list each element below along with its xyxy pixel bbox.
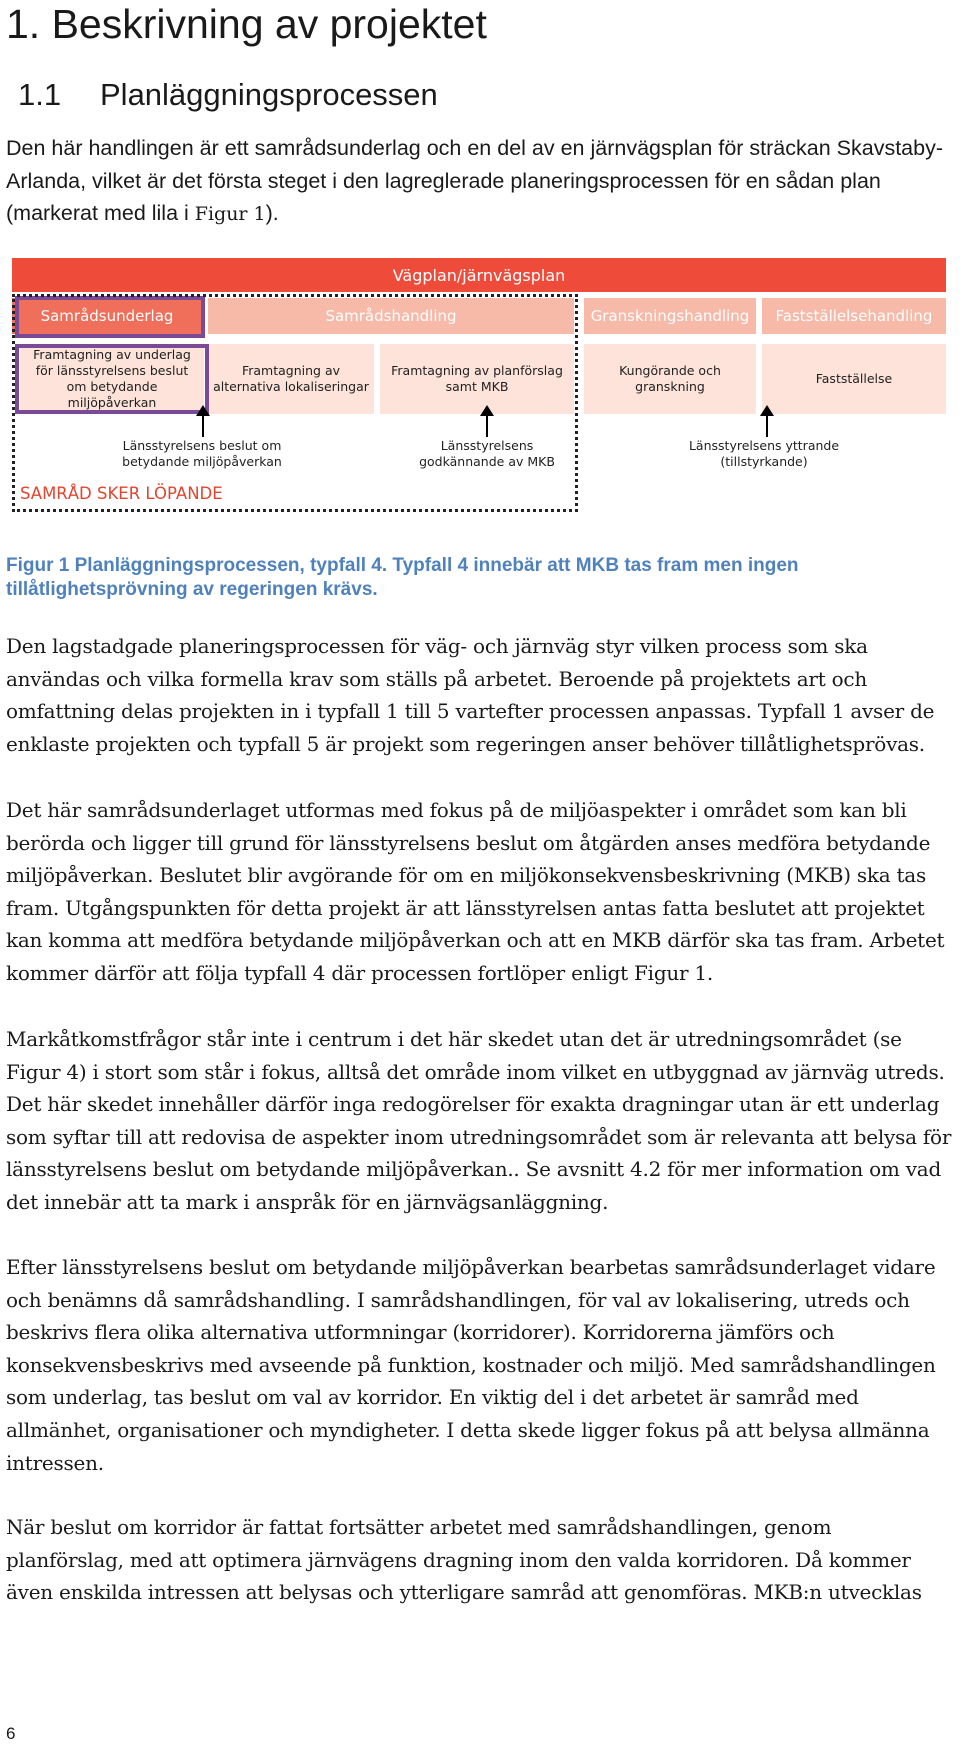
- paragraph: Markåtkomstfrågor står inte i centrum i det här skedet utan det är utredningsområdet (se Figur 4) i stort som står i fokus, alltså det område inom vilket en utbyggnad av järnväg utreds. Det här skedet innehåller därför inga redogörelser för exakta dragningar utan är ett underlag som syftar till att redovisa de aspekter inom utredningsområdet som är relevanta att belysa för länsstyrelsens beslut om betydande miljöpåverkan.. Se avsnitt 4.2 för mer information om vad det innebär att ta mark i anspråk för en järnvägsanläggning.: [6, 1027, 952, 1214]
- note-godkannande: Länsstyrelsens godkännande av MKB: [419, 438, 555, 469]
- figure-reference[interactable]: Figur 1: [194, 203, 266, 225]
- arrow-up-icon: [766, 415, 768, 437]
- intro-text: Den här handlingen är ett samrådsunderlag och en del av en järnvägsplan för sträckan Skavstaby-Arlanda, vilket är det första steget i den lagreglerade planeringsprocessen för en sådan plan (markerat med lila i: [6, 136, 943, 225]
- intro-text-end: ).: [265, 201, 279, 225]
- stage-granskningshandling: Granskningshandling: [584, 298, 756, 334]
- stage-samradsunderlag: Samrådsunderlag: [12, 298, 202, 334]
- step-faststallelse: Fastställelse: [762, 344, 946, 414]
- paragraph: När beslut om korridor är fattat fortsätter arbetet med samrådshandlingen, genom planförslag, med att optimera järnvägens dragning inom den valda korridoren. Då kommer även enskilda intressen att belysas och ytterligare samråd att genomföras. MKB:n utvecklas: [6, 1515, 922, 1605]
- paragraph: Efter länsstyrelsens beslut om betydande miljöpåverkan bearbetas samrådsunderlaget vidare och benämns då samrådshandling. I samrådshandlingen, för val av lokalisering, utreds och beskrivs flera olika alternativa utformningar (korridorer). Korridorerna jämförs och konsekvensbeskrivs med avseende på funktion, kostnader och miljö. Med samrådshandlingen som underlag, tas beslut om val av korridor. En viktig del i det arbetet är samråd med allmänhet, organisationer och myndigheter. I detta skede ligger fokus på att belysa allmänna intressen.: [6, 1255, 936, 1475]
- page-heading: 1. Beskrivning av projektet: [6, 1, 487, 47]
- section-title: Planläggningsprocessen: [100, 77, 438, 112]
- stage-faststallelsehandling: Fastställelsehandling: [762, 298, 946, 334]
- arrow-up-icon: [202, 415, 204, 437]
- arrow-up-icon: [486, 415, 488, 437]
- stage-samradshandling: Samrådshandling: [208, 298, 574, 334]
- page-number: 6: [6, 1724, 16, 1743]
- figure-caption: Figur 1 Planläggningsprocessen, typfall 4. Typfall 4 innebär att MKB tas fram men ingen tillåtlighetsprövning av regeringen krävs.: [6, 555, 799, 600]
- intro-paragraph: [6, 132, 954, 231]
- step-framtagning-underlag: Framtagning av underlag för länsstyrelsens beslut om betydande miljöpåverkan: [20, 348, 204, 410]
- section-number: 1.1: [18, 77, 62, 112]
- section-heading: [18, 75, 438, 115]
- dotted-frame: [12, 294, 578, 512]
- samrad-label: SAMRÅD SKER LÖPANDE: [20, 484, 223, 503]
- step-kungorande: Kungörande och granskning: [584, 344, 756, 414]
- note-beslut: Länsstyrelsens beslut om betydande miljöpåverkan: [122, 438, 282, 469]
- process-figure: [12, 258, 946, 516]
- note-yttrande: Länsstyrelsens yttrande (tillstyrkande): [688, 438, 840, 469]
- step-alternativa-lokaliseringar: Framtagning av alternativa lokaliseringar: [208, 344, 374, 414]
- paragraph: Det här samrådsunderlaget utformas med fokus på de miljöaspekter i området som kan bli berörda och ligger till grund för länsstyrelsens beslut om åtgärden anses medföra betydande miljöpåverkan. Beslutet blir avgörande för om en miljökonsekvensbeskrivning (MKB) ska tas fram. Utgångspunkten för detta projekt är att länsstyrelsen antas fatta beslutet att projektet kan komma att medföra betydande miljöpåverkan och att en MKB därför ska tas fram. Arbetet kommer därför att följa typfall 4 där processen fortlöper enligt Figur 1.: [6, 798, 945, 985]
- paragraph: Den lagstadgade planeringsprocessen för väg- och järnväg styr vilken process som ska användas och vilka formella krav som ställs på arbetet. Beroende på projektets art och omfattning delas projekten in i typfall 1 till 5 vartefter processen anpassas. Typfall 1 avser de enklaste projekten och typfall 5 är projekt som regeringen anser behöver tillåtlighetsprövas.: [6, 634, 935, 756]
- figure-top-bar: Vägplan/järnvägsplan: [12, 258, 946, 292]
- step-planforslag: Framtagning av planförslag samt MKB: [380, 344, 574, 414]
